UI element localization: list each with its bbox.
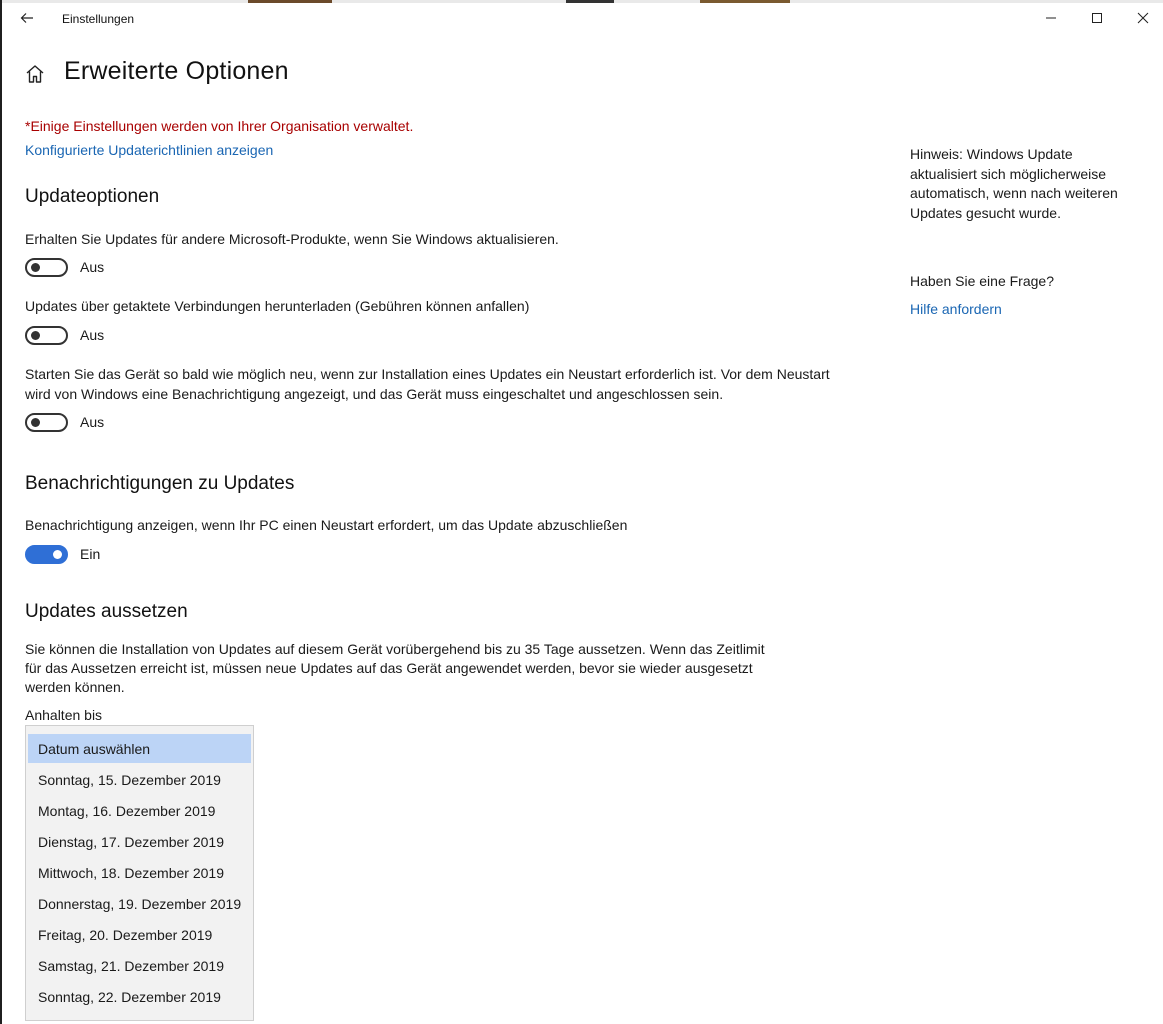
managed-notice: *Einige Einstellungen werden von Ihrer Organisation verwaltet. xyxy=(25,118,414,134)
dropdown-option[interactable]: Mittwoch, 18. Dezember 2019 xyxy=(38,864,224,881)
minimize-icon xyxy=(1045,12,1057,24)
window-border xyxy=(0,0,2,1024)
option-description: Benachrichtigung anzeigen, wenn Ihr PC einen Neustart erfordert, um das Update abzuschließen xyxy=(25,517,628,533)
toggle-knob xyxy=(31,331,40,340)
dropdown-option[interactable]: Freitag, 20. Dezember 2019 xyxy=(38,926,213,943)
dropdown-option[interactable]: Donnerstag, 19. Dezember 2019 xyxy=(38,895,242,912)
toggle-knob xyxy=(31,418,40,427)
toggle-state-label: Aus xyxy=(80,327,105,343)
maximize-icon xyxy=(1091,12,1103,24)
option-description: Erhalten Sie Updates für andere Microsoft-Produkte, wenn Sie Windows aktualisieren. xyxy=(25,231,559,247)
side-note-line: Hinweis: Windows Update xyxy=(910,146,1073,162)
side-note-line: automatisch, wenn nach weiteren xyxy=(910,185,1118,201)
pause-date-dropdown[interactable] xyxy=(25,725,254,1021)
dropdown-option[interactable]: Dienstag, 17. Dezember 2019 xyxy=(38,833,224,850)
section-heading-pause: Updates aussetzen xyxy=(25,601,188,622)
toggle-state-label: Ein xyxy=(80,546,101,562)
app-title: Einstellungen xyxy=(62,12,135,26)
pause-description: Sie können die Installation von Updates auf diesem Gerät vorübergehend bis zu 35 Tage aussetzen. Wenn das Zeitlimit xyxy=(25,641,765,657)
toggle-restart-notification[interactable] xyxy=(25,545,68,564)
toggle-knob xyxy=(53,550,62,559)
side-note-line: Updates gesucht wurde. xyxy=(910,204,1061,221)
dropdown-option[interactable]: Sonntag, 22. Dezember 2019 xyxy=(38,988,221,1005)
close-button[interactable] xyxy=(1120,3,1163,33)
pause-description: werden können. xyxy=(25,679,125,695)
option-description: Updates über getaktete Verbindungen herunterladen (Gebühren können anfallen) xyxy=(25,298,530,314)
dropdown-option[interactable]: Datum auswählen xyxy=(28,734,251,763)
page-title: Erweiterte Optionen xyxy=(64,57,289,85)
toggle-metered-connections[interactable] xyxy=(25,326,68,345)
home-icon xyxy=(24,63,46,85)
title-bar xyxy=(2,3,1163,35)
maximize-button[interactable] xyxy=(1074,3,1120,33)
side-note xyxy=(910,145,1145,223)
close-icon xyxy=(1137,12,1149,24)
toggle-other-products[interactable] xyxy=(25,258,68,277)
side-note-line: aktualisiert sich möglicherweise xyxy=(910,165,1107,182)
help-link[interactable]: Hilfe anfordern xyxy=(910,301,1002,317)
option-description: wird von Windows eine Benachrichtigung angezeigt, und das Gerät muss eingeschaltet und angeschlossen sein. xyxy=(25,386,724,402)
toggle-knob xyxy=(31,263,40,272)
back-button[interactable] xyxy=(12,5,42,31)
side-question: Haben Sie eine Frage? xyxy=(910,273,1054,289)
back-arrow-icon xyxy=(20,12,34,24)
option-description: Starten Sie das Gerät so bald wie möglich neu, wenn zur Installation eines Updates ein Neustart erforderlich ist. Vor dem Neustart xyxy=(25,366,830,382)
toggle-state-label: Aus xyxy=(80,414,105,430)
policy-link[interactable]: Konfigurierte Updaterichtlinien anzeigen xyxy=(25,142,274,158)
dropdown-option[interactable]: Montag, 16. Dezember 2019 xyxy=(38,802,216,819)
dropdown-option[interactable]: Samstag, 21. Dezember 2019 xyxy=(38,957,224,974)
section-heading-update-options: Updateoptionen xyxy=(25,186,160,207)
dropdown-option[interactable]: Sonntag, 15. Dezember 2019 xyxy=(38,771,221,788)
toggle-state-label: Aus xyxy=(80,259,105,275)
pause-description: für das Aussetzen erreicht ist, müssen neue Updates auf das Gerät angewendet werden, bevor sie wieder ausgesetzt xyxy=(25,660,753,676)
minimize-button[interactable] xyxy=(1028,3,1074,33)
toggle-restart-asap[interactable] xyxy=(25,413,68,432)
home-button[interactable] xyxy=(24,63,46,85)
section-heading-notifications: Benachrichtigungen zu Updates xyxy=(25,473,295,494)
pause-until-label: Anhalten bis xyxy=(25,707,103,723)
